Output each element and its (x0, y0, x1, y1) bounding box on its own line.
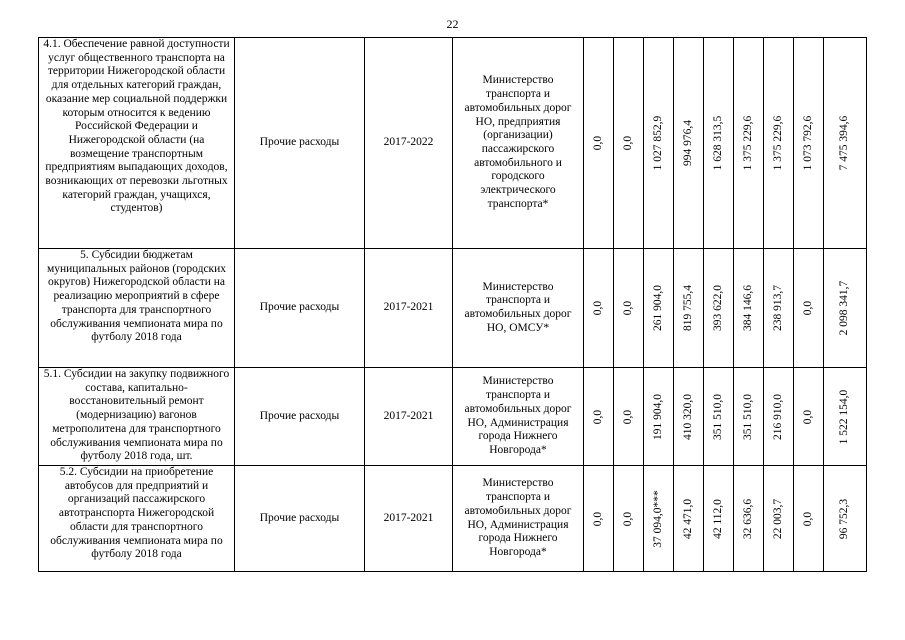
row-name: 5.1. Субсидии на закупку подвижного состава, капитально-восстановительный ремонт (модернизацию) вагонов метрополитена для транспортного обслуживания чемпионата мира по футболу 2018 года, шт. (39, 368, 235, 466)
table-row (39, 466, 867, 572)
value-text: 0,0 (621, 409, 634, 424)
value-cell (734, 249, 764, 368)
period: 2017-2021 (365, 368, 453, 466)
value-text: 238 913,7 (771, 285, 784, 331)
value-text: 2 098 341,7 (838, 280, 851, 336)
responsible: Министерство транспорта и автомобильных дорог НО, предприятия (организации) пассажирского автомобильного и городского электрического транспорта* (453, 38, 584, 249)
row-name: 5. Субсидии бюджетам муниципальных районов (городских округов) Нижегородской области на реализацию мероприятий в сфере транспорта для транспортного обслуживания чемпионата мира по футболу 2018 года (39, 249, 235, 368)
value-cell (584, 368, 614, 466)
value-text: 0,0 (591, 300, 604, 316)
table-row (39, 38, 867, 249)
value-cell (794, 38, 824, 249)
row-name: 5.2. Субсидии на приобретение автобусов для предприятий и организаций пассажирского автотранспорта Нижегородской области для транспортного обслуживания чемпионата мира по футболу 2018 года (39, 466, 235, 572)
value-cell (704, 38, 734, 249)
period: 2017-2021 (365, 249, 453, 368)
value-text: 410 320,0 (681, 393, 694, 440)
value-cell (704, 249, 734, 368)
value-text: 0,0 (621, 511, 634, 526)
value-cell (614, 249, 644, 368)
value-text: 42 112,0 (711, 498, 724, 539)
value-cell (734, 38, 764, 249)
value-text: 384 146,6 (741, 285, 754, 331)
value-text: 216 910,0 (771, 393, 784, 440)
value-cell (674, 466, 704, 572)
value-cell (674, 249, 704, 368)
expense-type: Прочие расходы (235, 249, 365, 368)
value-cell (644, 368, 674, 466)
value-cell (824, 466, 867, 572)
value-text: 0,0 (591, 511, 604, 526)
value-cell (704, 368, 734, 466)
value-cell (614, 466, 644, 572)
value-cell (764, 38, 794, 249)
value-text: 22 003,7 (771, 498, 784, 539)
page-number: 22 (446, 17, 459, 31)
value-text: 42 471,0 (681, 498, 694, 539)
table-row (39, 249, 867, 368)
value-text: 994 976,4 (681, 120, 694, 166)
value-text: 96 752,3 (838, 498, 851, 539)
expense-type: Прочие расходы (235, 368, 365, 466)
value-cell (824, 368, 867, 466)
value-cell (584, 249, 614, 368)
value-cell (614, 38, 644, 249)
value-cell (764, 466, 794, 572)
period: 2017-2022 (365, 38, 453, 249)
value-text: 393 622,0 (711, 285, 724, 331)
value-text: 1 375 229,6 (771, 115, 784, 171)
value-cell (794, 249, 824, 368)
value-cell (764, 249, 794, 368)
value-cell (734, 466, 764, 572)
period: 2017-2021 (365, 466, 453, 572)
value-text: 1 073 792,6 (801, 115, 814, 171)
value-cell (644, 249, 674, 368)
value-cell (584, 38, 614, 249)
value-cell (644, 466, 674, 572)
value-cell (824, 38, 867, 249)
value-cell (614, 368, 644, 466)
value-text: 1 027 852,9 (651, 115, 664, 171)
value-text: 1 628 313,5 (711, 115, 724, 171)
value-text: 0,0 (801, 300, 814, 316)
value-text: 1 375 229,6 (741, 115, 754, 171)
value-cell (824, 249, 867, 368)
value-text: 7 475 394,6 (838, 115, 851, 171)
value-text: 351 510,0 (711, 393, 724, 440)
value-text: 0,0 (591, 135, 604, 151)
value-text: 0,0 (591, 409, 604, 424)
value-text: 819 755,4 (681, 285, 694, 331)
value-text: 0,0 (621, 135, 634, 151)
responsible: Министерство транспорта и автомобильных дорог НО, Администрация города Нижнего Новгорода* (453, 466, 584, 572)
table-row (39, 368, 867, 466)
value-cell (584, 466, 614, 572)
value-text: 261 904,0 (651, 285, 664, 331)
value-text: 32 636,6 (741, 498, 754, 539)
responsible: Министерство транспорта и автомобильных дорог НО, ОМСУ* (453, 249, 584, 368)
expense-type: Прочие расходы (235, 466, 365, 572)
value-text: 37 094,0*** (651, 489, 664, 548)
value-cell (794, 368, 824, 466)
expense-type: Прочие расходы (235, 38, 365, 249)
responsible: Министерство транспорта и автомобильных дорог НО, Администрация города Нижнего Новгорода* (453, 368, 584, 466)
value-cell (674, 38, 704, 249)
value-cell (794, 466, 824, 572)
value-cell (764, 368, 794, 466)
value-text: 1 522 154,0 (838, 389, 851, 444)
value-cell (674, 368, 704, 466)
budget-table (38, 37, 867, 572)
value-cell (734, 368, 764, 466)
row-name: 4.1. Обеспечение равной доступности услуг общественного транспорта на территории Нижегородской области для отдельных категорий граждан, оказание мер социальной поддержки которым относится к ведению Российской Федерации и Нижегородской области (на возмещение транспортным предприятиям выпадающих доходов, возникающих от перевозки льготных категорий граждан, учащихся, студентов) (39, 38, 235, 249)
value-text: 0,0 (621, 300, 634, 316)
value-text: 191 904,0 (651, 393, 664, 440)
value-text: 0,0 (801, 511, 814, 526)
value-cell (704, 466, 734, 572)
value-text: 351 510,0 (741, 393, 754, 440)
value-cell (644, 38, 674, 249)
value-text: 0,0 (801, 409, 814, 424)
